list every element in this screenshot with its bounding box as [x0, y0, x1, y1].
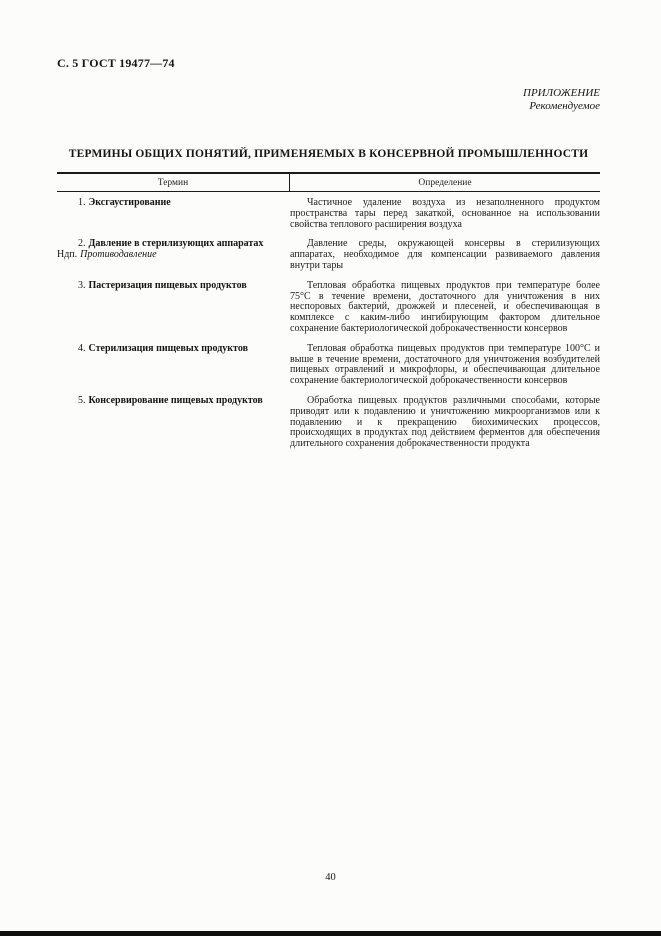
table-row-5: [57, 396, 600, 450]
term-number: 1.: [78, 197, 86, 208]
term-line: [57, 281, 274, 292]
page-content: [57, 56, 600, 459]
term-number: 5.: [78, 394, 86, 406]
term-cell: [57, 344, 290, 387]
term-cell: [57, 396, 290, 450]
annex-block: [57, 87, 600, 112]
definition-cell: Частичное удаление воздуха из незаполненного продуктом пространства тары перед закаткой, основанное на использовании свойства теплового расширения воздуха: [290, 197, 600, 230]
table-row-1: [57, 198, 600, 230]
table-row-4: [57, 344, 600, 387]
column-header-definition: Определение: [418, 178, 472, 188]
table-body: [57, 192, 600, 450]
page-number: 40: [325, 872, 336, 883]
annex-subtitle: Рекомендуемое: [529, 99, 600, 112]
definition-cell: Обработка пищевых продуктов различными способами, которые приводят или к подавлению и уничтожению микроорганизмов или к подавлению и к прекращению биохимических процессов, происходящих в продуктах под действием ферментов для обеспечения длительного сохранения доброкачественности продукта: [290, 394, 600, 450]
definition-cell: Тепловая обработка пищевых продуктов при температуре более 75°С в течение времени, достаточного для уничтожения в них неспоровых бактерий, дрожжей и плесеней, и обеспечивающая в комплексе с каким-либо ингибирующим фактором длительное сохранение бактериологической доброкачественности консервов: [290, 279, 600, 334]
term-text: Консервирование пищевых продуктов: [88, 394, 263, 406]
terms-table: [57, 172, 600, 450]
term-text: Стерилизация пищевых продуктов: [88, 342, 248, 354]
table-row-2: [57, 239, 600, 271]
term-number: 4.: [78, 342, 86, 354]
term-note-text: Противодавление: [80, 249, 157, 261]
term-line: [57, 344, 274, 355]
term-cell: [57, 239, 290, 271]
term-line: [57, 198, 274, 209]
term-text: Пастеризация пищевых продуктов: [88, 279, 247, 291]
annex-title: ПРИЛОЖЕНИЕ: [523, 87, 600, 99]
running-header: С. 5 ГОСТ 19477—74: [57, 56, 175, 70]
page-title: ТЕРМИНЫ ОБЩИХ ПОНЯТИЙ, ПРИМЕНЯЕМЫХ В КОНСЕРВНОЙ ПРОМЫШЛЕННОСТИ: [68, 148, 589, 160]
term-number: 2.: [78, 238, 86, 250]
term-cell: [57, 281, 290, 335]
column-header-term: Термин: [57, 174, 290, 191]
term-note: [57, 250, 274, 261]
term-line: [57, 396, 274, 407]
scan-edge-artifact: [0, 931, 661, 936]
term-cell: [57, 198, 290, 230]
term-text: Давление в стерилизующих аппаратах: [88, 238, 264, 250]
table-header-row: [57, 172, 600, 192]
term-number: 3.: [78, 279, 86, 291]
term-note-label: Ндп.: [57, 249, 78, 261]
definition-cell: Тепловая обработка пищевых продуктов при температуре 100°С и выше в течение времени, достаточного для уничтожения возбудителей пищевых отравлений и микрофлоры, и обеспечивающая длительное сохранение бактериологической доброкачественности консервов: [290, 342, 600, 387]
definition-cell: Давление среды, окружающей консервы в стерилизующих аппаратах, необходимое для компенсации развиваемого давления внутри тары: [290, 238, 600, 271]
term-text: Эксгаустирование: [88, 197, 171, 208]
table-row-3: [57, 281, 600, 335]
